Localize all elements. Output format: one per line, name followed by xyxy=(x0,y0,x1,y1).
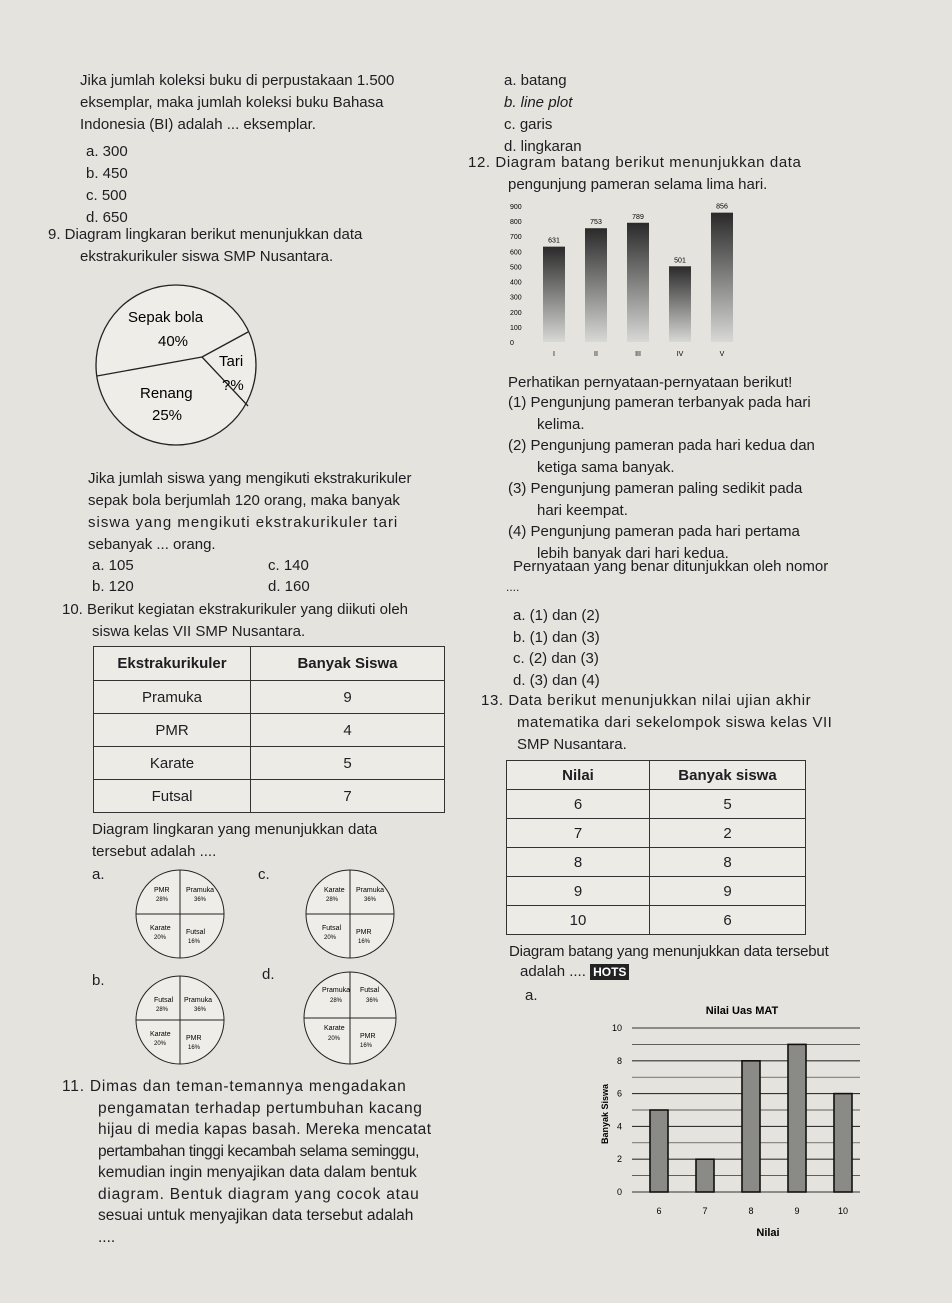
chart1-ytick: 700 xyxy=(510,234,522,242)
q13-after-1: Diagram batang yang menunjukkan data tersebut xyxy=(509,943,829,960)
q13-line-2: matematika dari sekelompok siswa kelas VII xyxy=(517,714,833,731)
q11-line-5: kemudian ingin menyajikan data dalam bentuk xyxy=(98,1164,417,1181)
q13-cell: 7 xyxy=(507,819,650,848)
chart1-category: IV xyxy=(676,351,684,358)
q9-option-d: d. 160 xyxy=(268,578,310,595)
pie-d-label: 36% xyxy=(366,998,379,1004)
q9-option-c: c. 140 xyxy=(268,557,309,574)
q12-option-a: a. (1) dan (2) xyxy=(513,607,600,624)
pie-a-label: 20% xyxy=(154,935,167,941)
q10-cell: Karate xyxy=(94,747,251,780)
pie-d-label: PMR xyxy=(360,1033,376,1040)
pie-pct-renang: 25% xyxy=(152,407,183,424)
q12-statements xyxy=(508,392,815,564)
chart2-category: 7 xyxy=(702,1206,708,1216)
q12-statement-2b: ketiga sama banyak. xyxy=(537,458,675,476)
chart2-ytick: 2 xyxy=(616,1154,622,1165)
q10-text xyxy=(62,599,408,643)
pie-c-label: 28% xyxy=(326,897,339,903)
q11-line-8: .... xyxy=(98,1228,116,1246)
chart1-value-label: 789 xyxy=(632,213,644,221)
pie-c-label: Karate xyxy=(324,887,345,894)
q7-option-b: b. line plot xyxy=(504,94,573,111)
q13-line-1: 13. Data berikut menunjukkan nilai ujian akhir xyxy=(481,692,812,709)
pie-label-tari: Tari xyxy=(219,353,244,370)
chart2-ytick: 8 xyxy=(616,1055,622,1066)
chart1-category: III xyxy=(635,351,641,358)
q12-option-d: d. (3) dan (4) xyxy=(513,671,600,689)
q13-header-banyak-siswa: Banyak siswa xyxy=(650,761,806,790)
q9-after-4: sebanyak ... orang. xyxy=(88,536,216,553)
q10-option-d-label: d. xyxy=(262,966,275,983)
chart1-value-label: 501 xyxy=(674,257,686,265)
q8-text xyxy=(80,70,394,136)
chart2-category: 6 xyxy=(656,1206,662,1216)
pie-d-label: 20% xyxy=(328,1036,341,1042)
pie-a-label: Pramuka xyxy=(186,887,215,894)
q13-bar-chart xyxy=(592,996,864,1242)
q12-statement-4: (4) Pengunjung pameran pada hari pertama xyxy=(508,523,800,540)
q10-option-c-label: c. xyxy=(258,866,270,883)
q8-options xyxy=(86,141,128,229)
q12-bar-chart xyxy=(506,196,746,364)
q9-line-1: 9. Diagram lingkaran berikut menunjukkan data xyxy=(48,226,363,243)
q10-option-a-label: a. xyxy=(92,866,105,883)
hots-badge: HOTS xyxy=(590,964,629,980)
pie-a-label: 36% xyxy=(194,897,207,903)
chart2-title: Nilai Uas MAT xyxy=(705,1005,779,1017)
chart1-bar xyxy=(669,266,691,342)
q11-line-7: sesuai untuk menyajikan data tersebut adalah xyxy=(98,1207,414,1224)
pie-pct-tari: ?% xyxy=(222,377,244,394)
q7-option-a: a. batang xyxy=(504,72,567,89)
chart2-ylabel: Banyak Siswa xyxy=(600,1083,610,1145)
q13-after-2-row xyxy=(520,963,629,980)
q9-after-1: Jika jumlah siswa yang mengikuti ekstrakurikuler xyxy=(88,470,412,487)
q10-cell: 9 xyxy=(251,681,445,714)
q13-cell: 6 xyxy=(650,906,806,935)
q10-mini-pie-c xyxy=(298,868,408,960)
q13-table xyxy=(506,760,806,935)
chart1-category: I xyxy=(553,351,555,358)
q7-option-c: c. garis xyxy=(504,116,553,133)
chart1-bar xyxy=(543,247,565,342)
q10-table xyxy=(93,646,445,813)
pie-a-label: 16% xyxy=(188,939,201,945)
pie-c-label: PMR xyxy=(356,929,372,936)
q11-line-2: pengamatan terhadap pertumbuhan kacang xyxy=(98,1099,423,1117)
chart2-ytick: 6 xyxy=(616,1088,622,1099)
chart1-ytick: 100 xyxy=(510,324,522,332)
chart1-value-label: 753 xyxy=(590,219,602,227)
chart1-ytick: 500 xyxy=(510,264,522,272)
q12-statement-1: (1) Pengunjung pameran terbanyak pada hari xyxy=(508,394,811,411)
pie-b-label: 20% xyxy=(154,1041,167,1047)
q9-line-2: ekstrakurikuler siswa SMP Nusantara. xyxy=(80,248,334,265)
q12-statement-3b: hari keempat. xyxy=(537,501,628,519)
q10-cell: 5 xyxy=(251,747,445,780)
q12-statements-intro: Perhatikan pernyataan-pernyataan berikut! xyxy=(508,374,793,391)
chart1-value-label: 631 xyxy=(548,237,560,245)
pie-b-label: PMR xyxy=(186,1035,202,1042)
q8-option-b: b. 450 xyxy=(86,165,128,182)
chart1-value-label: 856 xyxy=(716,203,728,211)
q9-after-2: sepak bola berjumlah 120 orang, maka banyak xyxy=(88,492,400,509)
pie-c-label: 20% xyxy=(324,935,337,941)
q13-cell: 8 xyxy=(507,848,650,877)
pie-b-label: 36% xyxy=(194,1007,207,1013)
q10-line-2: siswa kelas VII SMP Nusantara. xyxy=(92,623,306,640)
q11-line-1: 11. Dimas dan teman-temannya mengadakan xyxy=(62,1078,407,1095)
pie-a-label: Futsal xyxy=(186,929,206,936)
chart2-category: 10 xyxy=(837,1206,849,1216)
q10-cell: PMR xyxy=(94,714,251,747)
q8-option-c: c. 500 xyxy=(86,187,127,204)
pie-d-label: 16% xyxy=(360,1043,373,1049)
pie-label-sepak-bola: Sepak bola xyxy=(128,309,204,326)
q13-cell: 6 xyxy=(507,790,650,819)
pie-a-label: 28% xyxy=(156,897,169,903)
pie-c-label: Pramuka xyxy=(356,887,385,894)
pie-b-label: Pramuka xyxy=(184,997,213,1004)
q13-cell: 9 xyxy=(650,877,806,906)
chart1-ytick: 0 xyxy=(510,340,514,347)
q12-question: Pernyataan yang benar ditunjukkan oleh nomor xyxy=(513,558,829,575)
q10-mini-pie-d xyxy=(298,970,408,1066)
q12-statement-1b: kelima. xyxy=(537,415,585,433)
pie-d-label: Karate xyxy=(324,1025,345,1032)
pie-d-label: Futsal xyxy=(360,987,380,994)
q12-statement-4b: lebih banyak dari hari kedua. xyxy=(537,544,729,562)
pie-b-label: Karate xyxy=(150,1031,171,1038)
chart1-ytick: 200 xyxy=(510,309,522,317)
q13-cell: 9 xyxy=(507,877,650,906)
chart2-bar xyxy=(834,1094,852,1192)
q10-cell: 4 xyxy=(251,714,445,747)
chart2-bar xyxy=(742,1061,760,1192)
q12-option-b: b. (1) dan (3) xyxy=(513,628,600,646)
chart1-ytick: 400 xyxy=(510,279,522,287)
q13-option-a-label: a. xyxy=(525,987,538,1004)
chart2-ytick: 4 xyxy=(616,1121,622,1132)
q7-options xyxy=(504,70,582,158)
q13-cell: 2 xyxy=(650,819,806,848)
q9-option-b: b. 120 xyxy=(92,578,134,595)
chart1-ytick: 300 xyxy=(510,294,522,302)
q10-cell: Pramuka xyxy=(94,681,251,714)
chart2-ytick: 0 xyxy=(616,1187,622,1197)
pie-label-renang: Renang xyxy=(140,385,193,402)
chart1-bar xyxy=(585,228,607,342)
q11-line-4: pertambahan tinggi kecambah selama seminggu, xyxy=(98,1142,420,1160)
q8-line-2: eksemplar, maka jumlah koleksi buku Bahasa xyxy=(80,94,384,111)
q10-header-ekstrakurikuler: Ekstrakurikuler xyxy=(94,647,251,681)
q9-option-a: a. 105 xyxy=(92,557,134,574)
q8-line-3: Indonesia (BI) adalah ... eksemplar. xyxy=(80,116,316,133)
q13-header-nilai: Nilai xyxy=(507,761,650,790)
pie-a-label: Karate xyxy=(150,925,171,932)
chart2-bar xyxy=(788,1044,806,1192)
q8-option-a: a. 300 xyxy=(86,143,128,160)
chart1-category: II xyxy=(594,351,598,358)
q8-line-1: Jika jumlah koleksi buku di perpustakaan 1.500 xyxy=(80,72,395,89)
chart1-ytick: 800 xyxy=(510,219,522,227)
q10-cell: 7 xyxy=(251,780,445,813)
q10-mini-pie-a xyxy=(128,868,238,960)
pie-b-label: Futsal xyxy=(154,997,174,1004)
chart1-ytick: 600 xyxy=(510,249,522,257)
chart2-category: 8 xyxy=(748,1206,754,1216)
q10-after-text xyxy=(92,819,377,863)
q10-cell: Futsal xyxy=(94,780,251,813)
q10-line-1: 10. Berikut kegiatan ekstrakurikuler yang diikuti oleh xyxy=(62,601,409,618)
chart1-bar xyxy=(711,213,733,342)
q11-line-6: diagram. Bentuk diagram yang cocok atau xyxy=(98,1185,420,1203)
pie-d-label: 28% xyxy=(330,998,343,1004)
q13-after-2: adalah .... xyxy=(520,963,586,980)
q13-line-3: SMP Nusantara. xyxy=(517,736,627,753)
chart2-bar xyxy=(696,1159,714,1192)
q7-option-d: d. lingkaran xyxy=(504,138,582,155)
q12-line-2: pengunjung pameran selama lima hari. xyxy=(508,176,768,193)
chart2-xlabel: Nilai xyxy=(756,1227,780,1239)
q10-after-1: Diagram lingkaran yang menunjukkan data xyxy=(92,821,378,838)
q9-pie-chart xyxy=(88,280,288,450)
q11-line-3: hijau di media kapas basah. Mereka mencatat xyxy=(98,1121,432,1138)
pie-d-label: Pramuka xyxy=(322,987,351,994)
q12-option-c: c. (2) dan (3) xyxy=(513,650,599,667)
chart1-ytick: 900 xyxy=(510,204,522,211)
q10-after-2: tersebut adalah .... xyxy=(92,843,217,860)
q8-option-d: d. 650 xyxy=(86,209,128,226)
pie-b-label: 16% xyxy=(188,1045,201,1051)
q12-line-1: 12. Diagram batang berikut menunjukkan data xyxy=(468,154,802,171)
q13-cell: 8 xyxy=(650,848,806,877)
q13-cell: 10 xyxy=(507,906,650,935)
pie-a-label: PMR xyxy=(154,887,170,894)
chart1-category: V xyxy=(719,351,725,358)
q12-options xyxy=(513,605,600,691)
pie-b-label: 28% xyxy=(156,1007,169,1013)
q12-dots: .... xyxy=(506,580,520,594)
chart2-bar xyxy=(650,1110,668,1192)
q10-mini-pie-b xyxy=(128,974,238,1066)
q10-header-banyak-siswa: Banyak Siswa xyxy=(251,647,445,681)
chart1-bar xyxy=(627,223,649,342)
pie-c-label: Futsal xyxy=(322,925,342,932)
pie-c-label: 36% xyxy=(364,897,377,903)
pie-c-label: 16% xyxy=(358,939,371,945)
chart2-category: 9 xyxy=(794,1206,800,1216)
pie-pct-sepak-bola: 40% xyxy=(158,333,189,350)
q13-cell: 5 xyxy=(650,790,806,819)
q9-after-3: siswa yang mengikuti ekstrakurikuler tari xyxy=(88,514,399,531)
q10-option-b-label: b. xyxy=(92,972,105,989)
q9-after-text xyxy=(88,468,411,556)
q12-statement-3: (3) Pengunjung pameran paling sedikit pada xyxy=(508,480,803,497)
q12-text xyxy=(468,152,802,196)
q11-text xyxy=(62,1076,431,1248)
q13-text xyxy=(481,690,832,756)
q9-text xyxy=(48,224,362,268)
q12-statement-2: (2) Pengunjung pameran pada hari kedua dan xyxy=(508,437,815,454)
chart2-ytick: 10 xyxy=(611,1023,622,1033)
